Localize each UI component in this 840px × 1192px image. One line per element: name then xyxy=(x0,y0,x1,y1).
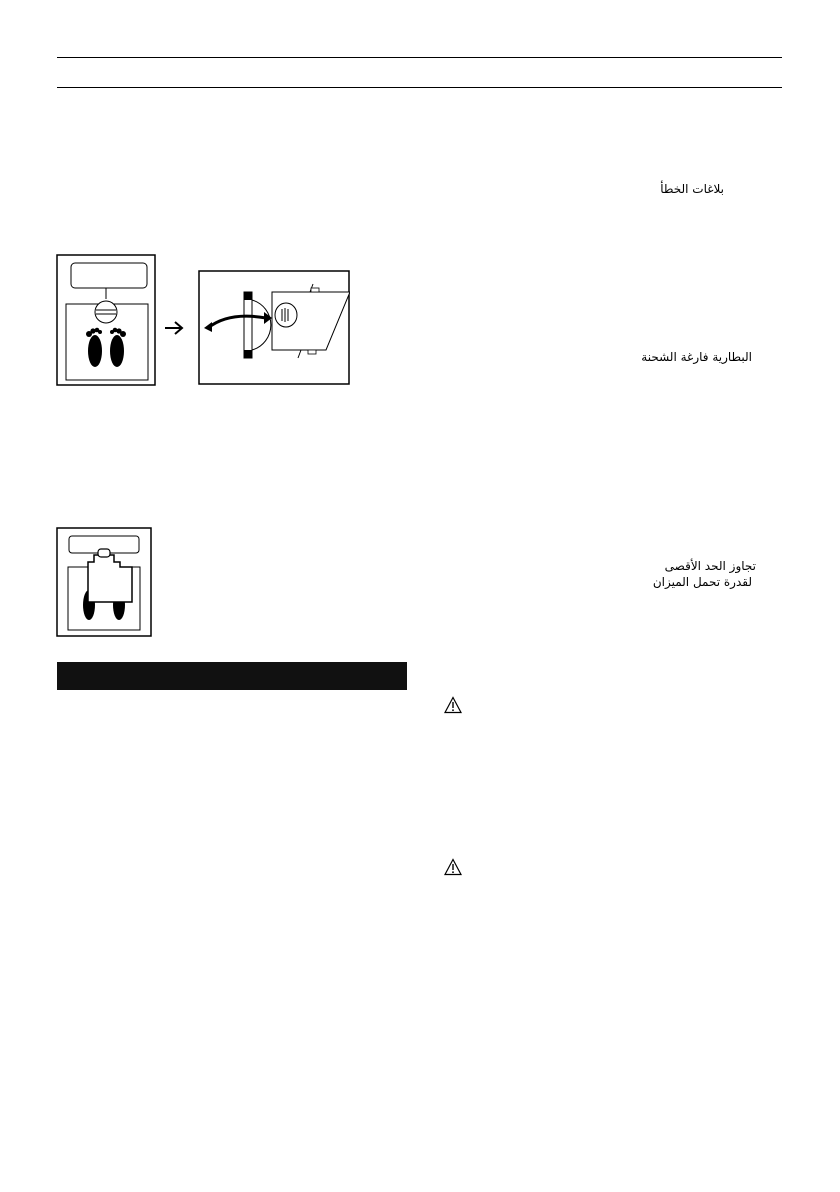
battery-compartment-illustration xyxy=(198,270,350,385)
overload-label-line1: تجاوز الحد الأقصى xyxy=(664,559,756,573)
section-header-bar xyxy=(57,662,407,690)
overload-label-line2: لقدرة تحمل الميزان xyxy=(652,575,752,589)
scale-battery-illustration xyxy=(56,254,156,386)
warning-triangle-icon xyxy=(444,858,462,876)
warning-triangle-icon xyxy=(444,696,462,714)
header-rule-bottom xyxy=(57,87,782,88)
right-arrow-icon xyxy=(162,318,186,338)
header-rule-top xyxy=(57,57,782,58)
scale-overload-illustration xyxy=(56,527,152,637)
error-messages-label: بلاغات الخطأ xyxy=(660,182,724,196)
battery-empty-label: البطارية فارغة الشحنة xyxy=(641,350,752,364)
